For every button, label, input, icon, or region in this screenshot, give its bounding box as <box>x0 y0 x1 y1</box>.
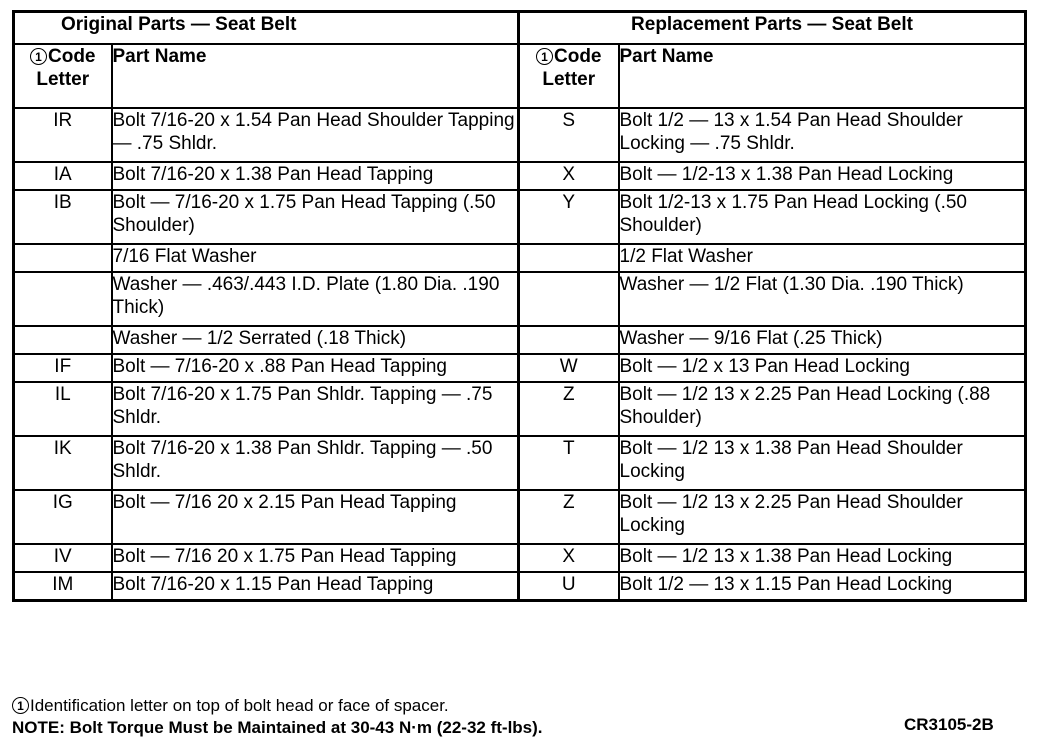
footnote-text: Identification letter on top of bolt head or face of spacer. <box>30 696 449 715</box>
original-code: IM <box>14 572 112 601</box>
replacement-code-letter-header: 1 Code Letter <box>519 44 619 108</box>
table-row <box>14 354 1026 382</box>
original-code-letter-header: 1 Code Letter <box>14 44 112 108</box>
table-row <box>14 244 1026 272</box>
replacement-code: U <box>519 572 619 601</box>
original-part-name: Bolt 7/16-20 x 1.38 Pan Shldr. Tapping — .50 Shldr. <box>112 436 519 490</box>
original-parts-heading: Original Parts — Seat Belt <box>14 12 519 45</box>
original-code: IG <box>14 490 112 544</box>
table-row <box>14 382 1026 436</box>
original-part-name: Bolt — 7/16-20 x 1.75 Pan Head Tapping (.50 Shoulder) <box>112 190 519 244</box>
replacement-code: Z <box>519 382 619 436</box>
original-part-name-header: Part Name <box>112 44 519 108</box>
original-code: IF <box>14 354 112 382</box>
replacement-part-name: Bolt — 1/2 13 x 1.38 Pan Head Locking <box>619 544 1026 572</box>
replacement-part-name: 1/2 Flat Washer <box>619 244 1026 272</box>
replacement-code: Z <box>519 490 619 544</box>
replacement-code: X <box>519 544 619 572</box>
original-code <box>14 272 112 326</box>
replacement-part-name: Bolt 1/2 — 13 x 1.54 Pan Head Shoulder Locking — .75 Shldr. <box>619 108 1026 162</box>
figure-reference: CR3105-2B <box>904 715 994 734</box>
replacement-part-name: Bolt — 1/2 13 x 2.25 Pan Head Shoulder Locking <box>619 490 1026 544</box>
replacement-part-name-header: Part Name <box>619 44 1026 108</box>
original-code: IL <box>14 382 112 436</box>
original-part-name: Washer — .463/.443 I.D. Plate (1.80 Dia. .190 Thick) <box>112 272 519 326</box>
footnote-marker-icon: 1 <box>536 48 553 65</box>
replacement-part-name: Bolt 1/2-13 x 1.75 Pan Head Locking (.50 Shoulder) <box>619 190 1026 244</box>
replacement-part-name: Bolt — 1/2-13 x 1.38 Pan Head Locking <box>619 162 1026 190</box>
replacement-part-name: Washer — 9/16 Flat (.25 Thick) <box>619 326 1026 354</box>
original-code: IR <box>14 108 112 162</box>
original-code: IK <box>14 436 112 490</box>
original-code: IA <box>14 162 112 190</box>
table-row <box>14 572 1026 601</box>
replacement-part-name: Bolt — 1/2 13 x 2.25 Pan Head Locking (.88 Shoulder) <box>619 382 1026 436</box>
replacement-code: W <box>519 354 619 382</box>
replacement-code: T <box>519 436 619 490</box>
original-part-name: Bolt 7/16-20 x 1.15 Pan Head Tapping <box>112 572 519 601</box>
original-code <box>14 326 112 354</box>
torque-note: NOTE: Bolt Torque Must be Maintained at 30-43 N·m (22-32 ft-lbs). <box>12 718 543 737</box>
original-part-name: Bolt 7/16-20 x 1.38 Pan Head Tapping <box>112 162 519 190</box>
replacement-parts-heading: Replacement Parts — Seat Belt <box>519 12 1026 45</box>
original-code <box>14 244 112 272</box>
replacement-code <box>519 272 619 326</box>
replacement-part-name: Bolt — 1/2 x 13 Pan Head Locking <box>619 354 1026 382</box>
table-row <box>14 490 1026 544</box>
replacement-code <box>519 244 619 272</box>
original-part-name: Bolt 7/16-20 x 1.54 Pan Head Shoulder Tapping — .75 Shldr. <box>112 108 519 162</box>
original-code: IV <box>14 544 112 572</box>
original-part-name: Washer — 1/2 Serrated (.18 Thick) <box>112 326 519 354</box>
replacement-code: Y <box>519 190 619 244</box>
seat-belt-parts-table <box>12 10 1027 602</box>
replacement-code: S <box>519 108 619 162</box>
table-row <box>14 162 1026 190</box>
footnote <box>12 696 449 716</box>
table-row <box>14 544 1026 572</box>
original-code: IB <box>14 190 112 244</box>
original-part-name: Bolt 7/16-20 x 1.75 Pan Shldr. Tapping — .75 Shldr. <box>112 382 519 436</box>
table-row <box>14 326 1026 354</box>
replacement-code: X <box>519 162 619 190</box>
replacement-part-name: Bolt 1/2 — 13 x 1.15 Pan Head Locking <box>619 572 1026 601</box>
original-part-name: Bolt — 7/16-20 x .88 Pan Head Tapping <box>112 354 519 382</box>
table-row <box>14 108 1026 162</box>
table-row <box>14 272 1026 326</box>
footnote-marker-icon: 1 <box>30 48 47 65</box>
replacement-part-name: Bolt — 1/2 13 x 1.38 Pan Head Shoulder Locking <box>619 436 1026 490</box>
footnote-marker-icon: 1 <box>12 697 29 714</box>
table-row <box>14 190 1026 244</box>
replacement-code <box>519 326 619 354</box>
replacement-part-name: Washer — 1/2 Flat (1.30 Dia. .190 Thick) <box>619 272 1026 326</box>
original-part-name: Bolt — 7/16 20 x 1.75 Pan Head Tapping <box>112 544 519 572</box>
table-row <box>14 436 1026 490</box>
original-part-name: 7/16 Flat Washer <box>112 244 519 272</box>
original-part-name: Bolt — 7/16 20 x 2.15 Pan Head Tapping <box>112 490 519 544</box>
